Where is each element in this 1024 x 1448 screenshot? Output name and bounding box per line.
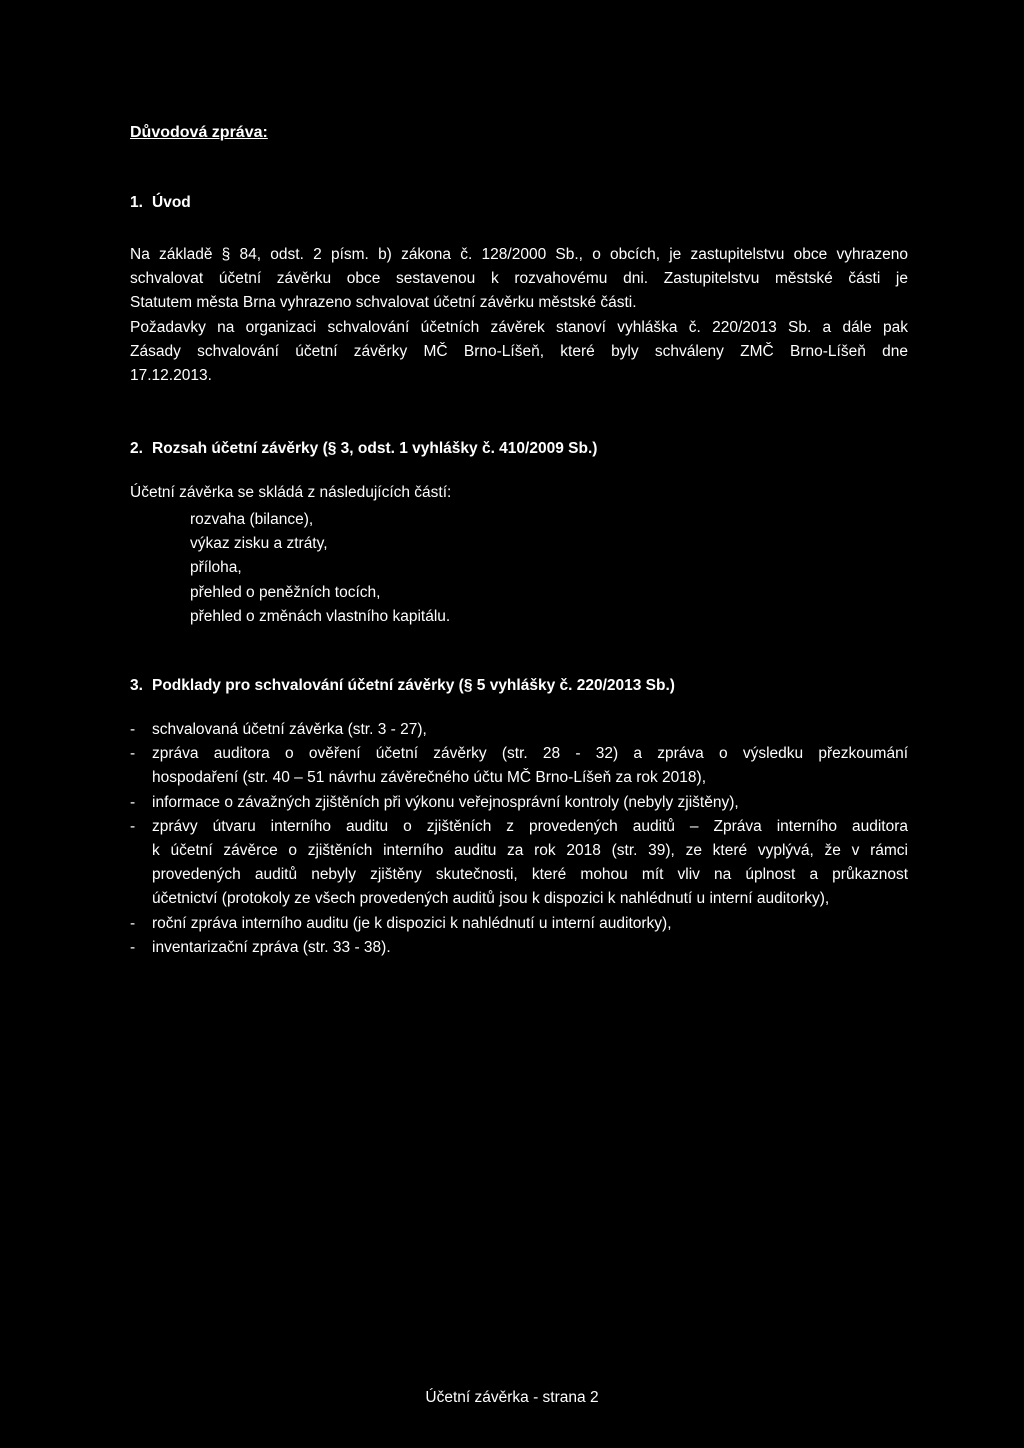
- statement-parts-list: [190, 508, 450, 629]
- list-item-line: zprávy útvaru interního auditu o zjištěních z provedených auditů – Zpráva interního auditora: [152, 817, 908, 835]
- list-item: [130, 742, 908, 790]
- paragraph-line: schvalovat účetní závěrku obce sestavenou k rozvahovému dni. Zastupitelstvu městské části je: [130, 270, 908, 288]
- list-item-line: inventarizační zpráva (str. 33 - 38).: [152, 938, 391, 956]
- dash-marker: -: [130, 793, 136, 811]
- list-item-line: zpráva auditora o ověření účetní závěrky (str. 28 - 32) a zpráva o výsledku přezkoumání: [152, 745, 908, 763]
- list-item: [130, 791, 908, 815]
- statement-part-item: výkaz zisku a ztráty,: [190, 535, 328, 553]
- paragraph-line: Statutem města Brna vyhrazeno schvalovat účetní závěrku městské části.: [130, 294, 637, 312]
- page-footer: Účetní závěrka - strana 2: [425, 1389, 599, 1406]
- list-item-line: k účetní závěrce o zjištěních interního auditu za rok 2018 (str. 39), ze které vyplývá, že v rámci: [152, 842, 908, 860]
- section-3-title: Podklady pro schvalování účetní závěrky (§ 5 vyhlášky č. 220/2013 Sb.): [152, 677, 675, 694]
- list-item: [130, 912, 908, 936]
- list-item-line: roční zpráva interního auditu (je k dispozici k nahlédnutí u interní auditorky),: [152, 914, 672, 932]
- list-item: [130, 718, 908, 742]
- statement-part-item: příloha,: [190, 559, 242, 577]
- paragraph-line: Požadavky na organizaci schvalování účetních závěrek stanoví vyhláška č. 220/2013 Sb. a dále pak: [130, 318, 908, 336]
- list-item-line: informace o závažných zjištěních při výkonu veřejnosprávní kontroly (nebyly zjištěny),: [152, 793, 739, 811]
- section-1-paragraph: [130, 243, 908, 388]
- dash-marker: -: [130, 721, 136, 738]
- section-2-number: 2.: [130, 440, 143, 457]
- list-item-line: hospodaření (str. 40 – 51 návrhu závěrečného účtu MČ Brno-Líšeň za rok 2018),: [152, 769, 707, 787]
- section-3-heading: [130, 677, 675, 695]
- statement-part-item: přehled o změnách vlastního kapitálu.: [190, 607, 451, 625]
- list-item-line: schvalovaná účetní závěrka (str. 3 - 27),: [152, 721, 427, 738]
- dash-marker: -: [130, 938, 136, 956]
- supporting-documents-list: [130, 718, 908, 960]
- section-1-heading: [130, 194, 191, 212]
- list-item: [130, 815, 908, 912]
- list-item-line: provedených auditů nebyly zjištěny skutečnosti, které mohou mít vliv na úplnost a průkaznost: [152, 866, 908, 884]
- list-item: [130, 936, 908, 960]
- document-title: Důvodová zpráva:: [130, 124, 268, 141]
- list-item-line: účetnictví (protokoly ze všech provedených auditů jsou k dispozici k nahlédnutí u interní auditorky),: [152, 890, 830, 908]
- paragraph-line: Na základě § 84, odst. 2 písm. b) zákona č. 128/2000 Sb., o obcích, je zastupitelstvu obce vyhrazeno: [130, 246, 908, 263]
- paragraph-line: 17.12.2013.: [130, 367, 212, 385]
- paragraph-line: Zásady schvalování účetní závěrky MČ Brno-Líšeň, které byly schváleny ZMČ Brno-Líšeň dne: [130, 342, 908, 360]
- statement-part-item: rozvaha (bilance),: [190, 511, 314, 528]
- section-2-title: Rozsah účetní závěrky (§ 3, odst. 1 vyhlášky č. 410/2009 Sb.): [152, 440, 598, 457]
- section-2-intro: Účetní závěrka se skládá z následujících částí:: [130, 484, 452, 501]
- section-1-number: 1.: [130, 194, 143, 211]
- section-2-heading: [130, 440, 597, 458]
- section-3-number: 3.: [130, 677, 143, 694]
- section-1-title: Úvod: [152, 194, 191, 211]
- statement-part-item: přehled o peněžních tocích,: [190, 583, 381, 601]
- dash-marker: -: [130, 817, 136, 835]
- dash-marker: -: [130, 745, 136, 763]
- dash-marker: -: [130, 914, 136, 932]
